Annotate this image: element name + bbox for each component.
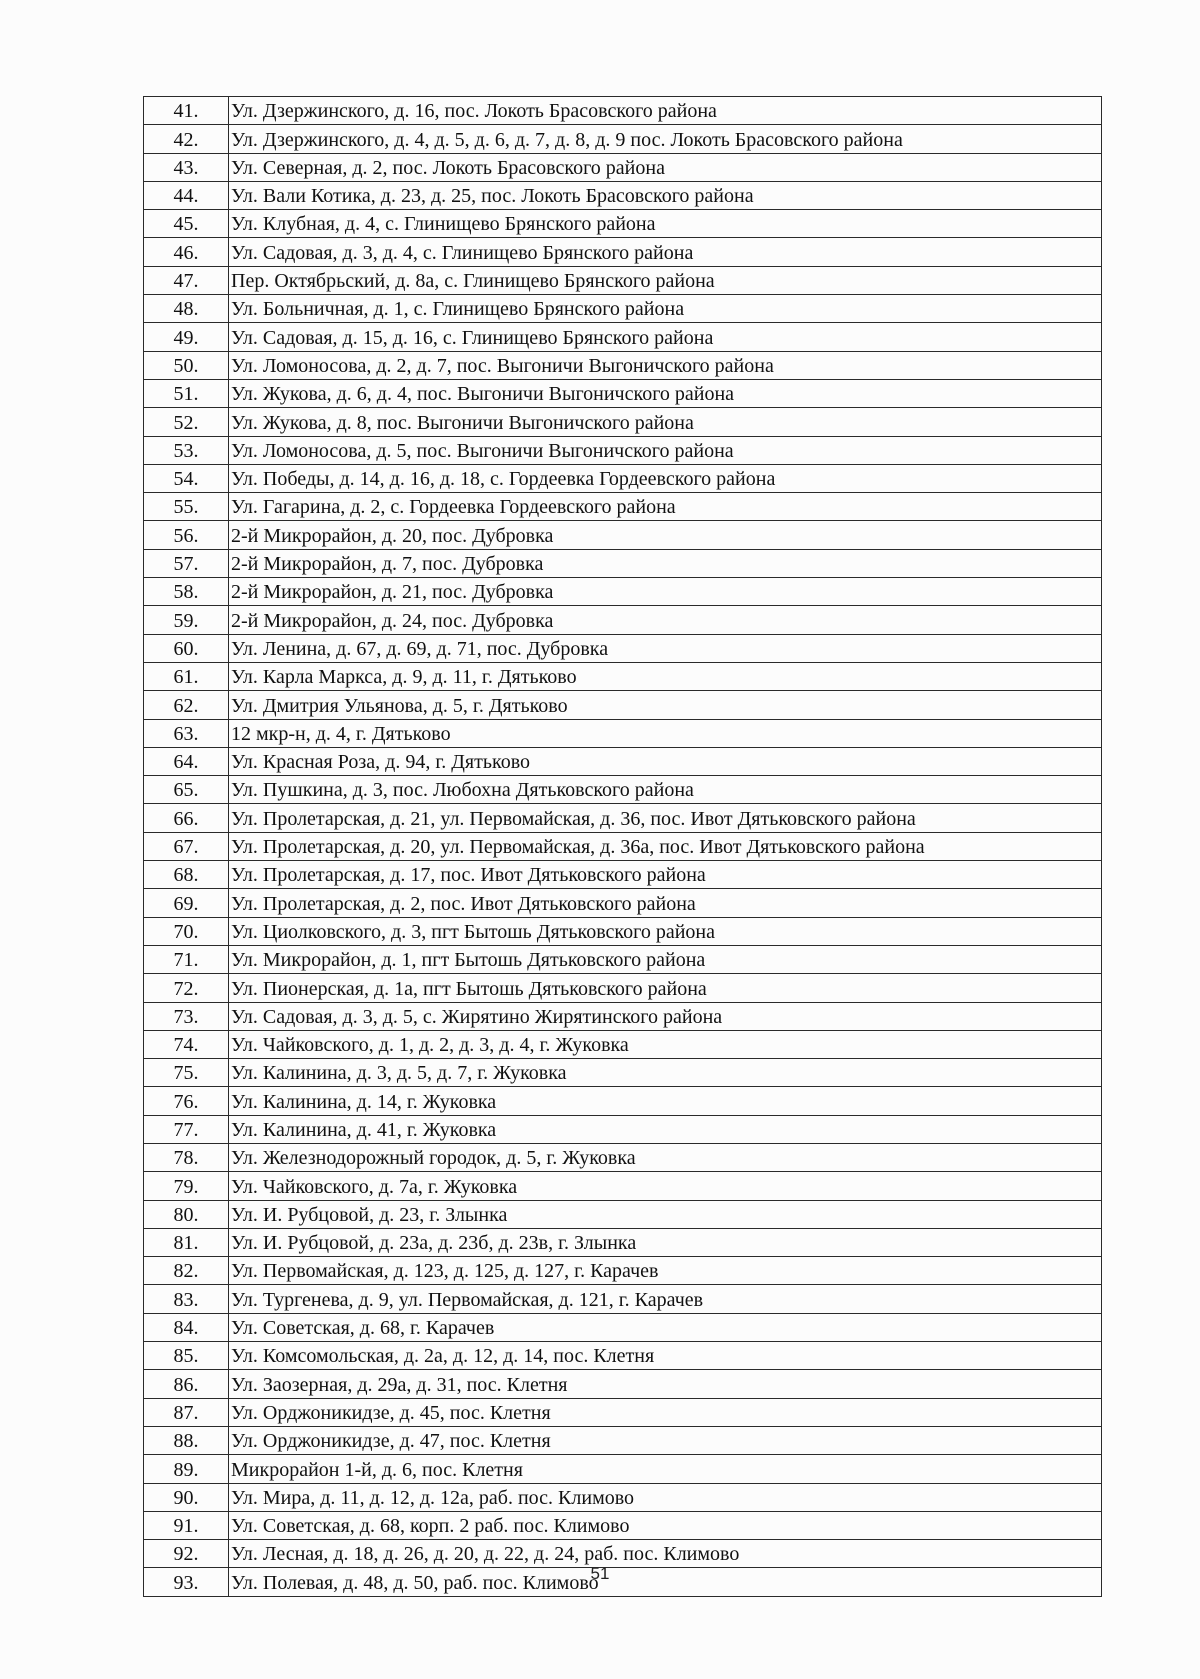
table-row: [144, 1115, 1102, 1143]
row-number: 75.: [144, 1059, 229, 1087]
table-row: [144, 1143, 1102, 1171]
table-row: [144, 1087, 1102, 1115]
address-text: Ул. Красная Роза, д. 94, г. Дятьково: [229, 747, 1102, 775]
address-text: Ул. И. Рубцовой, д. 23а, д. 23б, д. 23в, г. Злынка: [229, 1228, 1102, 1256]
row-number: 73.: [144, 1002, 229, 1030]
address-text: Ул. Дзержинского, д. 16, пос. Локоть Брасовского района: [229, 97, 1102, 125]
table-row: [144, 97, 1102, 125]
row-number: 52.: [144, 408, 229, 436]
address-text: Ул. Железнодорожный городок, д. 5, г. Жуковка: [229, 1143, 1102, 1171]
row-number: 66.: [144, 804, 229, 832]
address-text: Ул. Дзержинского, д. 4, д. 5, д. 6, д. 7, д. 8, д. 9 пос. Локоть Брасовского района: [229, 125, 1102, 153]
table-row: [144, 776, 1102, 804]
address-text: Ул. Садовая, д. 15, д. 16, с. Глинищево Брянского района: [229, 323, 1102, 351]
table-row: [144, 153, 1102, 181]
table-row: [144, 1398, 1102, 1426]
row-number: 76.: [144, 1087, 229, 1115]
table-row: [144, 1483, 1102, 1511]
address-text: Ул. Микрорайон, д. 1, пгт Бытошь Дятьковского района: [229, 945, 1102, 973]
row-number: 63.: [144, 719, 229, 747]
row-number: 67.: [144, 832, 229, 860]
table-row: [144, 861, 1102, 889]
address-text: Ул. Жукова, д. 8, пос. Выгоничи Выгоничского района: [229, 408, 1102, 436]
table-row: [144, 917, 1102, 945]
row-number: 56.: [144, 521, 229, 549]
address-text: Ул. Садовая, д. 3, д. 4, с. Глинищево Брянского района: [229, 238, 1102, 266]
row-number: 72.: [144, 974, 229, 1002]
address-text: Ул. Северная, д. 2, пос. Локоть Брасовского района: [229, 153, 1102, 181]
address-text: Ул. Чайковского, д. 7а, г. Жуковка: [229, 1172, 1102, 1200]
row-number: 79.: [144, 1172, 229, 1200]
row-number: 54.: [144, 464, 229, 492]
address-text: Ул. Вали Котика, д. 23, д. 25, пос. Локоть Брасовского района: [229, 181, 1102, 209]
table-row: [144, 351, 1102, 379]
row-number: 60.: [144, 634, 229, 662]
table-row: [144, 436, 1102, 464]
table-row: [144, 662, 1102, 690]
page-number: 51: [590, 1564, 610, 1583]
address-table: [143, 96, 1102, 1597]
address-text: 2-й Микрорайон, д. 21, пос. Дубровка: [229, 578, 1102, 606]
row-number: 90.: [144, 1483, 229, 1511]
table-row: [144, 379, 1102, 407]
row-number: 64.: [144, 747, 229, 775]
address-text: Ул. Жукова, д. 6, д. 4, пос. Выгоничи Выгоничского района: [229, 379, 1102, 407]
row-number: 50.: [144, 351, 229, 379]
row-number: 87.: [144, 1398, 229, 1426]
table-row: [144, 606, 1102, 634]
address-text: Ул. Ломоносова, д. 2, д. 7, пос. Выгоничи Выгоничского района: [229, 351, 1102, 379]
address-text: Ул. Пушкина, д. 3, пос. Любохна Дятьковского района: [229, 776, 1102, 804]
row-number: 81.: [144, 1228, 229, 1256]
table-row: [144, 945, 1102, 973]
address-text: Ул. Орджоникидзе, д. 47, пос. Клетня: [229, 1426, 1102, 1454]
table-row: [144, 181, 1102, 209]
row-number: 43.: [144, 153, 229, 181]
address-text: Ул. Карла Маркса, д. 9, д. 11, г. Дятьково: [229, 662, 1102, 690]
address-text: Ул. Пионерская, д. 1а, пгт Бытошь Дятьковского района: [229, 974, 1102, 1002]
row-number: 93.: [144, 1568, 229, 1596]
address-text: Ул. Ленина, д. 67, д. 69, д. 71, пос. Дубровка: [229, 634, 1102, 662]
table-row: [144, 719, 1102, 747]
table-row: [144, 1370, 1102, 1398]
row-number: 53.: [144, 436, 229, 464]
address-text: Ул. Пролетарская, д. 2, пос. Ивот Дятьковского района: [229, 889, 1102, 917]
address-text: Ул. Советская, д. 68, г. Карачев: [229, 1313, 1102, 1341]
table-row: [144, 747, 1102, 775]
table-row: [144, 1030, 1102, 1058]
row-number: 74.: [144, 1030, 229, 1058]
address-text: Ул. И. Рубцовой, д. 23, г. Злынка: [229, 1200, 1102, 1228]
row-number: 44.: [144, 181, 229, 209]
row-number: 83.: [144, 1285, 229, 1313]
address-text: Ул. Калинина, д. 3, д. 5, д. 7, г. Жуковка: [229, 1059, 1102, 1087]
table-row: [144, 408, 1102, 436]
address-text: Ул. Лесная, д. 18, д. 26, д. 20, д. 22, д. 24, раб. пос. Климово: [229, 1540, 1102, 1568]
row-number: 47.: [144, 266, 229, 294]
address-text: Ул. Садовая, д. 3, д. 5, с. Жирятино Жирятинского района: [229, 1002, 1102, 1030]
table-row: [144, 974, 1102, 1002]
table-row: [144, 493, 1102, 521]
row-number: 65.: [144, 776, 229, 804]
table-row: [144, 1342, 1102, 1370]
row-number: 86.: [144, 1370, 229, 1398]
address-text: Микрорайон 1-й, д. 6, пос. Клетня: [229, 1455, 1102, 1483]
row-number: 45.: [144, 210, 229, 238]
row-number: 80.: [144, 1200, 229, 1228]
table-row: [144, 691, 1102, 719]
table-row: [144, 521, 1102, 549]
table-row: [144, 1426, 1102, 1454]
row-number: 92.: [144, 1540, 229, 1568]
address-text: 2-й Микрорайон, д. 20, пос. Дубровка: [229, 521, 1102, 549]
row-number: 82.: [144, 1257, 229, 1285]
address-text: Ул. Калинина, д. 14, г. Жуковка: [229, 1087, 1102, 1115]
table-row: [144, 1313, 1102, 1341]
row-number: 42.: [144, 125, 229, 153]
row-number: 58.: [144, 578, 229, 606]
row-number: 84.: [144, 1313, 229, 1341]
address-text: Ул. Больничная, д. 1, с. Глинищево Брянского района: [229, 295, 1102, 323]
row-number: 48.: [144, 295, 229, 323]
table-row: [144, 889, 1102, 917]
row-number: 78.: [144, 1143, 229, 1171]
row-number: 91.: [144, 1511, 229, 1539]
table-row: [144, 578, 1102, 606]
row-number: 51.: [144, 379, 229, 407]
table-row: [144, 295, 1102, 323]
row-number: 61.: [144, 662, 229, 690]
table-row: [144, 804, 1102, 832]
address-text: Ул. Чайковского, д. 1, д. 2, д. 3, д. 4, г. Жуковка: [229, 1030, 1102, 1058]
row-number: 57.: [144, 549, 229, 577]
table-row: [144, 266, 1102, 294]
row-number: 85.: [144, 1342, 229, 1370]
address-text: Ул. Мира, д. 11, д. 12, д. 12а, раб. пос. Климово: [229, 1483, 1102, 1511]
row-number: 88.: [144, 1426, 229, 1454]
table-row: [144, 1228, 1102, 1256]
table-row: [144, 634, 1102, 662]
address-text: Ул. Калинина, д. 41, г. Жуковка: [229, 1115, 1102, 1143]
table-row: [144, 1172, 1102, 1200]
table-row: [144, 1511, 1102, 1539]
row-number: 71.: [144, 945, 229, 973]
row-number: 49.: [144, 323, 229, 351]
address-text: 12 мкр-н, д. 4, г. Дятьково: [229, 719, 1102, 747]
address-text: Ул. Орджоникидзе, д. 45, пос. Клетня: [229, 1398, 1102, 1426]
table-row: [144, 1455, 1102, 1483]
row-number: 69.: [144, 889, 229, 917]
row-number: 62.: [144, 691, 229, 719]
address-text: Ул. Пролетарская, д. 21, ул. Первомайская, д. 36, пос. Ивот Дятьковского района: [229, 804, 1102, 832]
row-number: 41.: [144, 97, 229, 125]
address-text: Ул. Пролетарская, д. 17, пос. Ивот Дятьковского района: [229, 861, 1102, 889]
table-row: [144, 1285, 1102, 1313]
address-text: Ул. Гагарина, д. 2, с. Гордеевка Гордеевского района: [229, 493, 1102, 521]
row-number: 55.: [144, 493, 229, 521]
address-text: Ул. Заозерная, д. 29а, д. 31, пос. Клетня: [229, 1370, 1102, 1398]
address-text: 2-й Микрорайон, д. 24, пос. Дубровка: [229, 606, 1102, 634]
table-row: [144, 1257, 1102, 1285]
address-text: Ул. Ломоносова, д. 5, пос. Выгоничи Выгоничского района: [229, 436, 1102, 464]
address-text: Ул. Победы, д. 14, д. 16, д. 18, с. Гордеевка Гордеевского района: [229, 464, 1102, 492]
address-text: Ул. Дмитрия Ульянова, д. 5, г. Дятьково: [229, 691, 1102, 719]
address-text: Ул. Полевая, д. 48, д. 50, раб. пос. Климово: [229, 1568, 1102, 1596]
address-text: Ул. Комсомольская, д. 2а, д. 12, д. 14, пос. Клетня: [229, 1342, 1102, 1370]
row-number: 59.: [144, 606, 229, 634]
address-text: 2-й Микрорайон, д. 7, пос. Дубровка: [229, 549, 1102, 577]
table-row: [144, 549, 1102, 577]
address-text: Ул. Первомайская, д. 123, д. 125, д. 127, г. Карачев: [229, 1257, 1102, 1285]
table-row: [144, 323, 1102, 351]
address-table-body: [144, 97, 1102, 1597]
address-text: Пер. Октябрьский, д. 8а, с. Глинищево Брянского района: [229, 266, 1102, 294]
row-number: 68.: [144, 861, 229, 889]
address-text: Ул. Пролетарская, д. 20, ул. Первомайская, д. 36а, пос. Ивот Дятьковского района: [229, 832, 1102, 860]
table-row: [144, 1200, 1102, 1228]
table-row: [144, 1059, 1102, 1087]
table-row: [144, 125, 1102, 153]
table-row: [144, 1002, 1102, 1030]
table-row: [144, 832, 1102, 860]
row-number: 70.: [144, 917, 229, 945]
address-text: Ул. Советская, д. 68, корп. 2 раб. пос. Климово: [229, 1511, 1102, 1539]
address-text: Ул. Циолковского, д. 3, пгт Бытошь Дятьковского района: [229, 917, 1102, 945]
table-row: [144, 238, 1102, 266]
address-text: Ул. Клубная, д. 4, с. Глинищево Брянского района: [229, 210, 1102, 238]
row-number: 89.: [144, 1455, 229, 1483]
row-number: 46.: [144, 238, 229, 266]
table-row: [144, 210, 1102, 238]
table-row: [144, 464, 1102, 492]
address-text: Ул. Тургенева, д. 9, ул. Первомайская, д. 121, г. Карачев: [229, 1285, 1102, 1313]
row-number: 77.: [144, 1115, 229, 1143]
